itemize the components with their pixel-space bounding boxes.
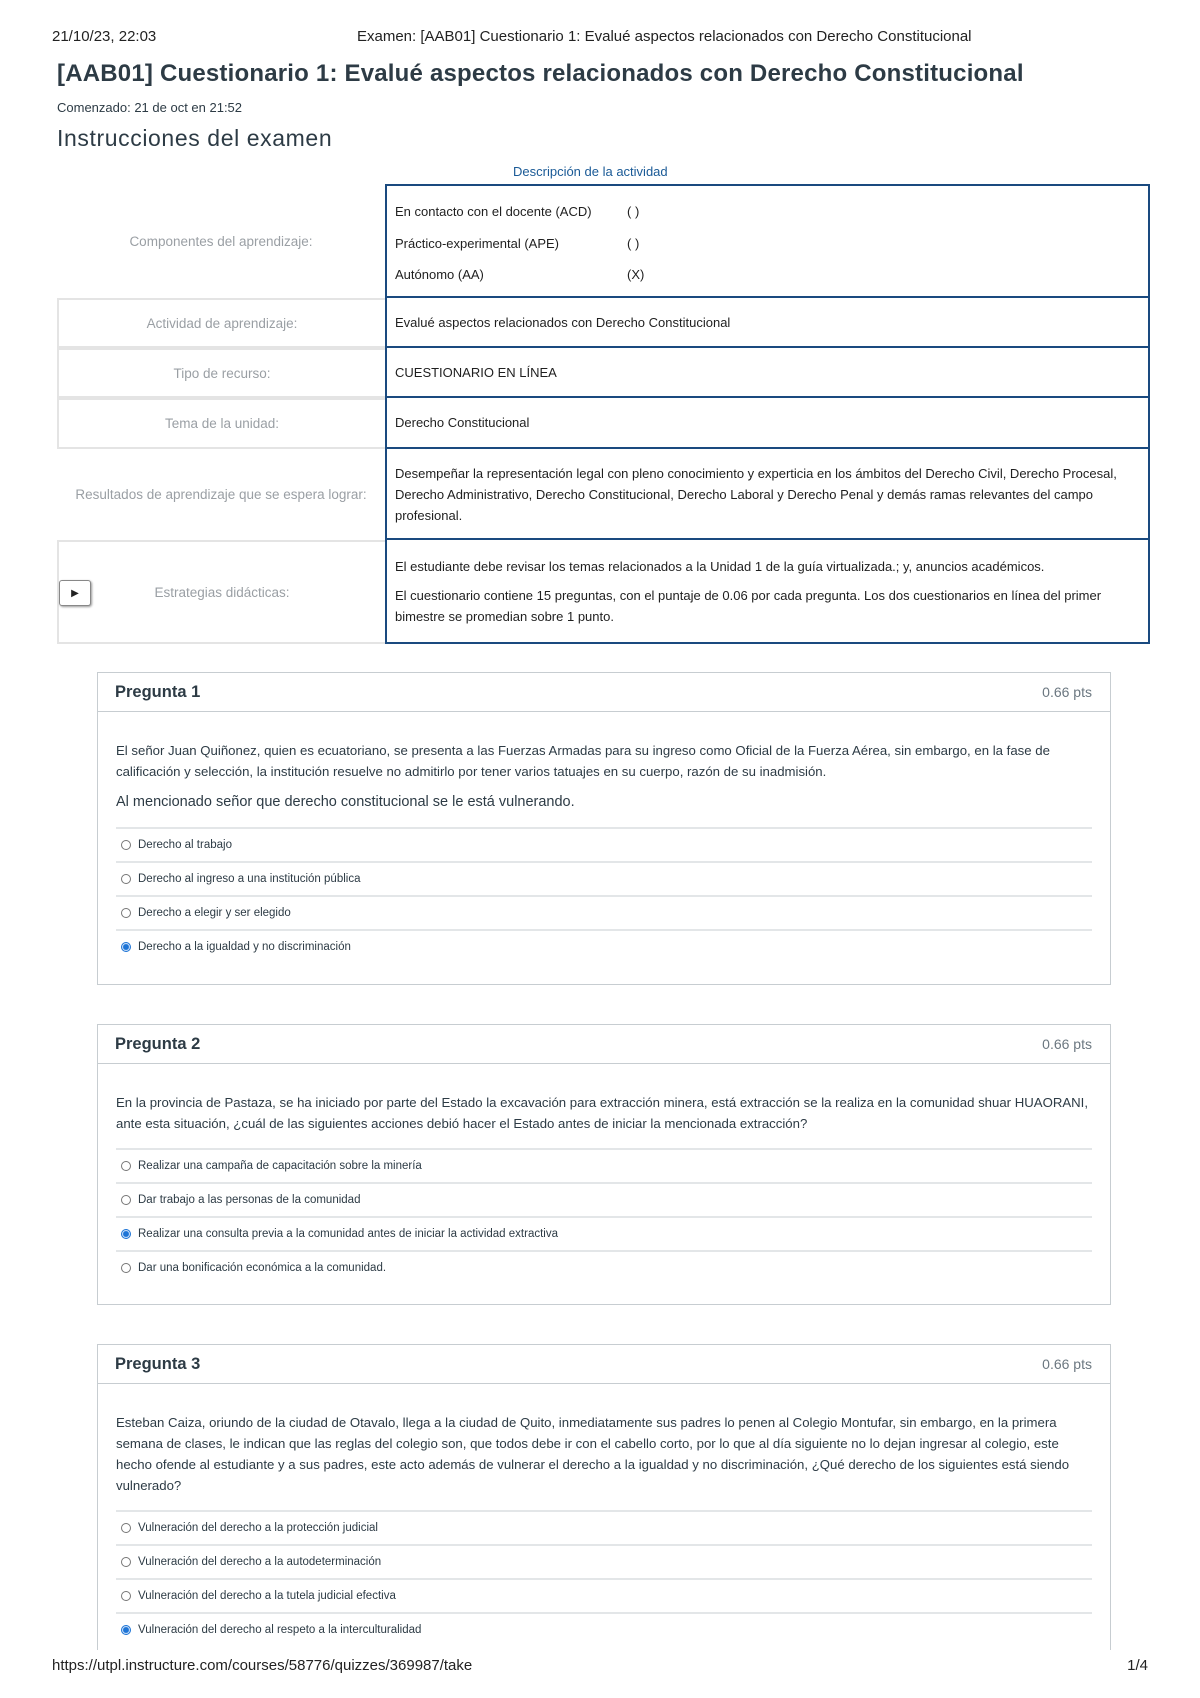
radio-button[interactable] [121,1523,131,1533]
play-icon: ▶ [71,587,79,599]
question-text: Esteban Caiza, oriundo de la ciudad de Otavalo, llega a la ciudad de Quito, inmediatamente sus padres lo penen al Colegio Montufar, sin embargo, en la primera semana de clases, le indican que las reglas del colegio son, que todos debe ir con el cabello corto, por lo que al día siguiente no lo dejan ingresar al colegio, este hecho ofende al estudiante y a sus padres, este acto además de vulnerar el derecho a la igualdad y no discriminación, ¿Qué derecho de los siguientes está siendo vulnerado? [116,1415,1070,1493]
question-2 [97,1024,1111,1305]
answer-list [116,1148,1092,1284]
question-text: Al mencionado señor que derecho constitucional se le está vulnerando. [116,794,575,810]
answer-label: Derecho a elegir y ser elegido [138,907,291,919]
question-header [98,1344,1110,1384]
component-name: Autónomo (AA) [395,267,484,282]
activity-value-text: Evalué aspectos relacionados con Derecho Constitucional [395,314,731,330]
answer-label: Dar trabajo a las personas de la comunidad [138,1194,361,1206]
resource-type-value-text: CUESTIONARIO EN LÍNEA [395,364,557,380]
radio-button-selected[interactable] [121,1229,131,1239]
activity-value [385,298,1150,348]
activity-label: Actividad de aprendizaje: [57,298,385,348]
answer-label: Derecho al trabajo [138,839,232,851]
answer-option[interactable] [116,1182,1092,1216]
components-label: Componentes del aprendizaje: [129,233,313,249]
answer-option[interactable] [116,1250,1092,1284]
components-value [385,184,1150,298]
strategies-value [385,540,1150,644]
play-button[interactable] [59,580,91,606]
learning-results-label: Resultados de aprendizaje que se espera lograr: [75,487,367,502]
print-header [52,28,1148,48]
components-row [57,184,1150,298]
answer-option[interactable] [116,895,1092,929]
strategy-text: El estudiante debe revisar los temas relacionados a la Unidad 1 de la guía virtualizada.; y, anuncios académicos. [395,559,1045,574]
unit-topic-value [385,398,1150,449]
activity-row [57,298,1150,348]
answer-option[interactable] [116,929,1092,963]
component-name: Práctico-experimental (APE) [395,236,559,251]
started-timestamp: Comenzado: 21 de oct en 21:52 [57,100,243,115]
learning-results-row [57,449,1150,540]
unit-topic-row [57,398,1150,449]
question-1 [97,672,1111,985]
question-points: 0.66 pts [1042,1356,1092,1372]
radio-button[interactable] [121,1591,131,1601]
strategies-row [57,540,1150,644]
question-header [98,1024,1110,1064]
answer-label: Vulneración del derecho al respeto a la interculturalidad [138,1624,422,1636]
activity-table [57,184,1150,644]
print-page-title: Examen: [AAB01] Cuestionario 1: Evalué aspectos relacionados con Derecho Constitucional [357,28,972,45]
answer-option[interactable] [116,827,1092,861]
question-title: Pregunta 2 [115,1035,201,1053]
question-3 [97,1344,1111,1650]
answer-option[interactable] [116,1510,1092,1544]
unit-topic-label: Tema de la unidad: [57,398,385,449]
component-mark: ( ) [627,204,640,219]
component-mark: (X) [627,267,645,282]
question-text: El señor Juan Quiñonez, quien es ecuatoriano, se presenta a las Fuerzas Armadas para su ingreso como Oficial de la Fuerza Aérea, sin embargo, en la fase de calificación y selección, la institución resuelve no admitirlo por tener varios tatuajes en su cuerpo, razón de su inadmisión. [116,743,1050,779]
answer-label: Derecho a la igualdad y no discriminación [138,941,351,953]
answer-option[interactable] [116,1216,1092,1250]
question-points: 0.66 pts [1042,684,1092,700]
answer-option[interactable] [116,1148,1092,1182]
answer-label: Realizar una consulta previa a la comunidad antes de iniciar la actividad extractiva [138,1228,558,1240]
component-name: En contacto con el docente (ACD) [395,204,592,219]
print-footer [52,1657,1148,1677]
radio-button-selected[interactable] [121,942,131,952]
answer-label: Vulneración del derecho a la tutela judicial efectiva [138,1590,396,1602]
resource-type-value [385,348,1150,398]
answer-list [116,1510,1092,1646]
question-points: 0.66 pts [1042,1036,1092,1052]
question-body [98,1384,1110,1664]
print-page-number: 1/4 [1127,1657,1148,1674]
print-url: https://utpl.instructure.com/courses/58776/quizzes/369987/take [52,1657,473,1674]
radio-button[interactable] [121,1263,131,1273]
radio-button[interactable] [121,1195,131,1205]
answer-option[interactable] [116,1612,1092,1646]
radio-button[interactable] [121,1557,131,1567]
radio-button[interactable] [121,908,131,918]
question-body [98,712,1110,981]
instructions-heading: Instrucciones del examen [57,125,333,151]
answer-label: Realizar una campaña de capacitación sobre la minería [138,1160,422,1172]
strategies-label-text: Estrategias didácticas: [154,584,290,600]
answer-label: Derecho al ingreso a una institución pública [138,873,361,885]
answer-label: Vulneración del derecho a la autodeterminación [138,1556,382,1568]
strategy-text: El cuestionario contiene 15 preguntas, con el puntaje de 0.06 por cada pregunta. Los dos cuestionarios en línea del primer bimestre se promedian sobre 1 punto. [395,588,1102,624]
question-title: Pregunta 1 [115,683,201,701]
component-mark: ( ) [627,236,640,251]
question-body [98,1064,1110,1302]
radio-button[interactable] [121,874,131,884]
radio-button[interactable] [121,1161,131,1171]
strategies-label [57,540,385,644]
answer-label: Vulneración del derecho a la protección judicial [138,1522,378,1534]
activity-caption: Descripción de la actividad [513,164,668,179]
print-datetime: 21/10/23, 22:03 [52,28,157,45]
question-text: En la provincia de Pastaza, se ha iniciado por parte del Estado la excavación para extracción minera, está extracción se la realiza en la comunidad shuar HUAORANI, ante esta situación, ¿cuál de las siguientes acciones debió hacer el Estado antes de iniciar la mencionada extracción? [116,1095,1088,1131]
resource-type-row [57,348,1150,398]
radio-button-selected[interactable] [121,1625,131,1635]
answer-label: Dar una bonificación económica a la comunidad. [138,1262,387,1274]
learning-results-text: Desempeñar la representación legal con pleno conocimiento y experticia en los ámbitos del Derecho Civil, Derecho Procesal, Derecho Administrativo, Derecho Constitucional, Derecho Laboral y Derecho Penal y demás ramas relevantes del campo profesional. [395,466,1117,523]
question-title: Pregunta 3 [115,1355,201,1373]
answer-option[interactable] [116,1544,1092,1578]
resource-type-label: Tipo de recurso: [57,348,385,398]
learning-results-value [385,449,1150,540]
answer-list [116,827,1092,963]
answer-option[interactable] [116,861,1092,895]
unit-topic-value-text: Derecho Constitucional [395,415,530,430]
question-header [98,672,1110,712]
answer-option[interactable] [116,1578,1092,1612]
radio-button[interactable] [121,840,131,850]
quiz-title: [AAB01] Cuestionario 1: Evalué aspectos relacionados con Derecho Constitucional [57,60,1024,87]
